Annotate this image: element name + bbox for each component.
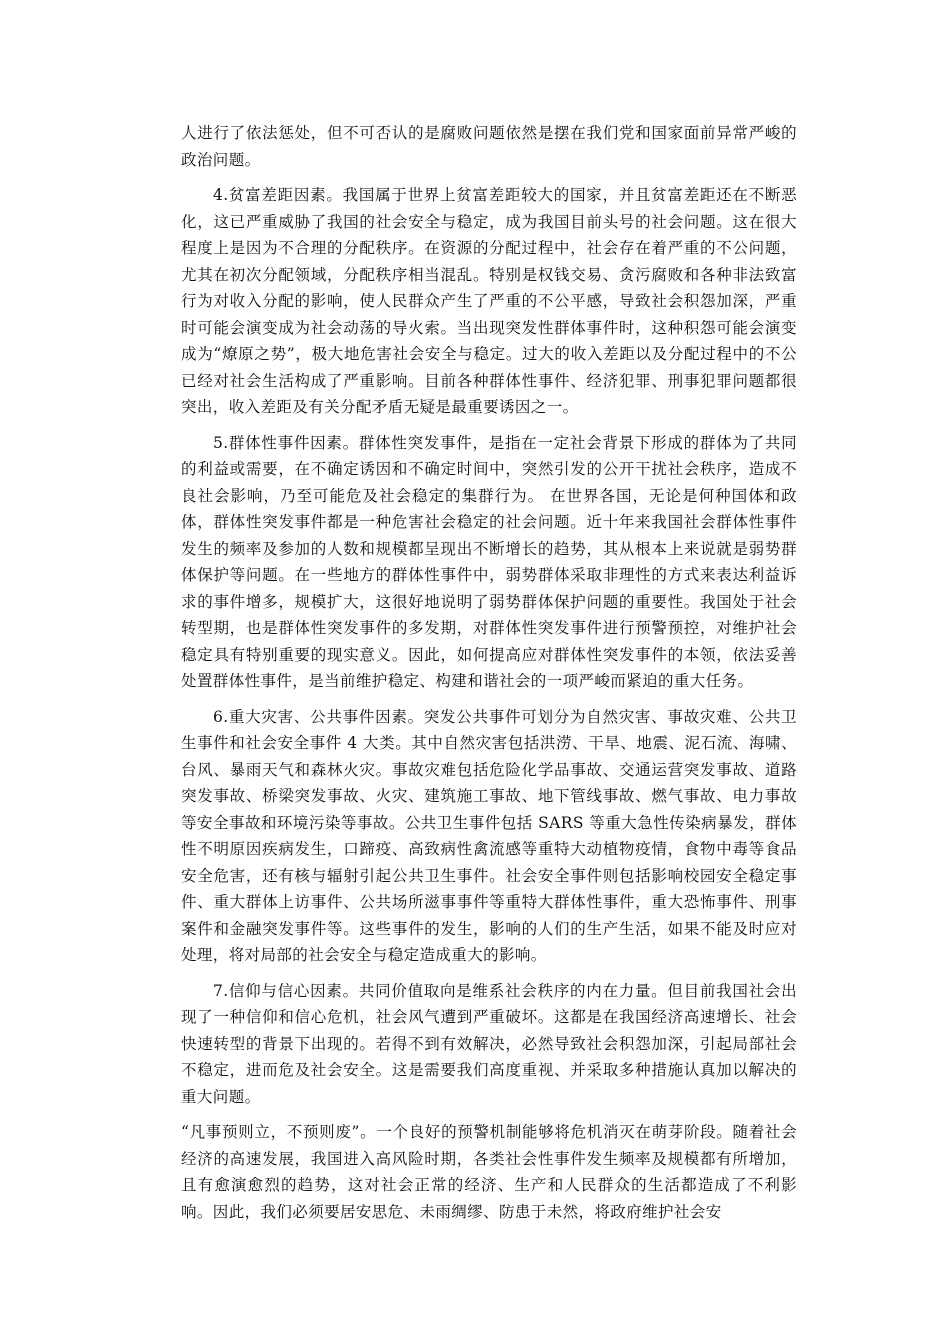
paragraph-spacer <box>181 969 797 978</box>
paragraph-spacer <box>181 421 797 430</box>
paragraph-mass-incidents: 5.群体性事件因素。群体性突发事件，是指在一定社会背景下形成的群体为了共同的利益或需要，在不确定诱因和不确定时间中，突然引发的公开干扰社会秩序，造成不良社会影响，乃至可能危及社会稳定的集群行为。 在世界各国，无论是何种国体和政体，群体性突发事件都是一种危害社会稳定的社会问题。近十年来我国社会群体性事件发生的频率及参加的人数和规模都呈现出不断增长的趋势，其从根本上来说就是弱势群体保护等问题。在一些地方的群体性事件中，弱势群体采取非理性的方式来表达利益诉求的事件增多，规模扩大，这很好地说明了弱势群体保护问题的重要性。我国处于社会转型期，也是群体性突发事件的多发期，对群体性突发事件进行预警预控，对维护社会稳定具有特别重要的现实意义。因此，如何提高应对群体性突发事件的本领，依法妥善处置群体性事件，是当前维护稳定、构建和谐社会的一项严峻而紧迫的重大任务。 <box>181 433 797 690</box>
paragraph-corruption-continued: 人进行了依法惩处，但不可否认的是腐败问题依然是摆在我们党和国家面前异常严峻的政治问题。 <box>181 124 797 169</box>
paragraph-spacer <box>181 173 797 182</box>
paragraph-belief-confidence: 7.信仰与信心因素。共同价值取向是维系社会秩序的内在力量。但目前我国社会出现了一种信仰和信心危机，社会风气遭到严重破坏。这都是在我国经济高速增长、社会快速转型的背景下出现的。若得不到有效解决，必然导致社会积怨加深，引起局部社会不稳定，进而危及社会安全。这是需要我们高度重视、并采取多种措施认真加以解决的重大问题。 <box>181 981 797 1106</box>
paragraph-early-warning: “凡事预则立，不预则废”。一个良好的预警机制能够将危机消灭在萌芽阶段。随着社会经济的高速发展，我国进入高风险时期，各类社会性事件发生频率及规模都有所增加，且有愈演愈烈的趋势，这对社会正常的经济、生产和人民群众的生活都造成了不利影响。因此，我们必须要居安思危、未雨绸缪、防患于未然，将政府维护社会安 <box>181 1123 797 1221</box>
paragraph-spacer <box>181 695 797 704</box>
document-body <box>181 120 797 1225</box>
paragraph-spacer <box>181 1110 797 1119</box>
paragraph-disasters-public-events: 6.重大灾害、公共事件因素。突发公共事件可划分为自然灾害、事故灾难、公共卫生事件和社会安全事件 4 大类。其中自然灾害包括洪涝、干旱、地震、泥石流、海啸、台风、暴雨天气和森林火灾。事故灾难包括危险化学品事故、交通运营突发事故、道路突发事故、桥梁突发事故、火灾、建筑施工事故、地下管线事故、燃气事故、电力事故等安全事故和环境污染等事故。公共卫生事件包括 SARS 等重大急性传染病暴发，群体性不明原因疾病发生，口蹄疫、高致病性禽流感等重特大动植物疫情，食物中毒等食品安全危害，还有核与辐射引起公共卫生事件。社会安全事件则包括影响校园安全稳定事件、重大群体上访事件、公共场所滋事事件等重特大群体性事件，重大恐怖事件、刑事案件和金融突发事件等。这些事件的发生，影响的人们的生产生活，如果不能及时应对处理，将对局部的社会安全与稳定造成重大的影响。 <box>181 707 797 964</box>
paragraph-wealth-gap: 4.贫富差距因素。我国属于世界上贫富差距较大的国家，并且贫富差距还在不断恶化，这已严重威胁了我国的社会安全与稳定，成为我国目前头号的社会问题。这在很大程度上是因为不合理的分配秩序。在资源的分配过程中，社会存在着严重的不公问题，尤其在初次分配领域，分配秩序相当混乱。特别是权钱交易、贪污腐败和各种非法致富行为对收入分配的影响，使人民群众产生了严重的不公平感，导致社会积怨加深，严重时可能会演变成为社会动荡的导火索。当出现突发性群体事件时，这种积怨可能会演变成为“燎原之势”，极大地危害社会安全与稳定。过大的收入差距以及分配过程中的不公已经对社会生活构成了严重影响。目前各种群体性事件、经济犯罪、刑事犯罪问题都很突出，收入差距及有关分配矛盾无疑是最重要诱因之一。 <box>181 186 797 416</box>
